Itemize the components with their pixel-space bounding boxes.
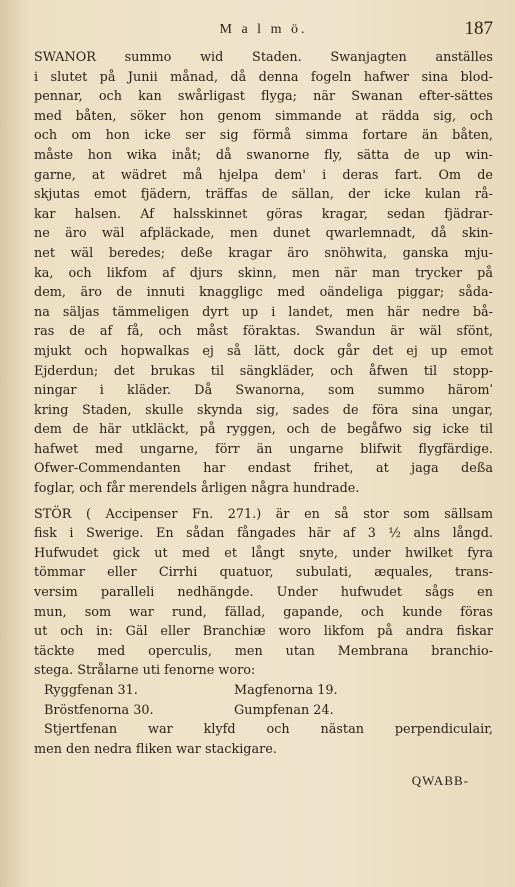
- text-line: med båten, söker hon genom simmande at rädda sig, och: [34, 108, 493, 124]
- text-line: Ofwer-Commendanten har endast frihet, at jaga deßa: [34, 461, 493, 477]
- text-line: ut och in: Gäl eller Branchiæ woro likfom på andra fiskar: [34, 624, 493, 640]
- text-line: tömmar eller Cirrhi quatuor, subulati, æquales, trans-: [34, 565, 493, 581]
- text-line: i slutet på Junii månad, då denna fogeln hafwer sina blod-: [34, 69, 493, 85]
- swanor-paragraph: [34, 48, 493, 499]
- text-line: na säljas tämmeligen dyrt up i landet, men här nedre bå-: [34, 304, 493, 320]
- text-line: dem de här utkläckt, på ryggen, och de begåfwo sig icke til: [34, 422, 493, 438]
- text-line: garne, at wädret må hjelpa dem' i deras fart. Om de: [34, 167, 493, 183]
- text-line: ras de af få, och måst föraktas. Swandun är wäl sfönt,: [34, 324, 493, 340]
- text-line: foglar, och får merendels årligen några hundrade.: [34, 481, 360, 497]
- page-number: 187: [464, 18, 493, 39]
- text-line: fisk i Swerige. En sådan fångades här af 3 ½ alns långd.: [34, 526, 493, 542]
- text-line: stega. Strålarne uti fenorne woro:: [34, 663, 256, 679]
- closing-paragraph: [34, 720, 493, 759]
- text-line: kar halsen. Af halsskinnet göras kragar, sedan fjädrar-: [34, 206, 493, 222]
- fin-row: [34, 701, 493, 721]
- text-line: pennar, och kan swårligast flyga; när Swanan efter-sättes: [34, 89, 493, 105]
- text-line: skjutas emot fjädern, träffas de sällan, der icke kulan rå-: [34, 187, 493, 203]
- text-line: men den nedra fliken war stackigare.: [34, 741, 277, 757]
- fin-row: [34, 681, 493, 701]
- stor-paragraph: [34, 505, 493, 681]
- text-line: hafwet med ungarne, förr än ungarne blifwit flygfärdige.: [34, 441, 493, 457]
- text-line: och om hon icke ser sig förmå simma fortare än båten,: [34, 128, 493, 144]
- text-line: täckte med operculis, men utan Membrana branchio-: [34, 643, 493, 659]
- text-line: versim paralleli nedhängde. Under hufwudet sågs en: [34, 585, 493, 601]
- fin-entry: Magfenorna 19.: [234, 683, 338, 698]
- text-line: ningar i kläder. Då Swanorna, som summo häromˈ: [34, 383, 493, 399]
- fin-table: [34, 681, 493, 720]
- text-line: kring Staden, skulle skynda sig, sades de föra sina ungar,: [34, 402, 493, 418]
- text-line: mun, som war rund, fällad, gapande, och kunde föras: [34, 604, 493, 620]
- text-line: net wäl beredes; deße kragar äro snöhwita, ganska mju-: [34, 245, 493, 261]
- text-line: ne äro wäl afpläckade, men dunet qwarlemnadt, då skin-: [34, 226, 493, 242]
- text-line: Ejderdun; det brukas til sängkläder, och åfwen til stopp-: [34, 363, 493, 379]
- text-line: Hufwudet gick ut med et långt snyte, under hwilket fyra: [34, 545, 493, 561]
- text-line: Stjertfenan war klyfd och nästan perpendiculair,: [44, 722, 493, 738]
- text-line: måste hon wika inåt; då swanorne fly, sätta de up win-: [34, 147, 493, 163]
- fin-entry: Gumpfenan 24.: [234, 702, 334, 718]
- text-line: dem, äro de innuti knaggligc med oändeliga piggar; såda-: [34, 285, 493, 301]
- text-line: SWANOR summo wid Staden. Swanjagten anställes: [34, 50, 493, 65]
- page-header: [34, 18, 493, 48]
- fin-entry: Ryggfenan 31.: [44, 683, 138, 698]
- text-line: mjukt och hopwalkas ej så lätt, dock går det ej up emot: [34, 343, 493, 359]
- running-head: M a l m ö.: [219, 22, 308, 37]
- fin-entry: Bröstfenorna 30.: [44, 702, 154, 718]
- catchword: QWABB-: [411, 773, 469, 789]
- text-line: STÖR ( Accipenser Fn. 271.) är en så stor som sällsam: [34, 506, 493, 522]
- text-line: ka, och likfom af djurs skinn, men när man trycker på: [34, 265, 493, 281]
